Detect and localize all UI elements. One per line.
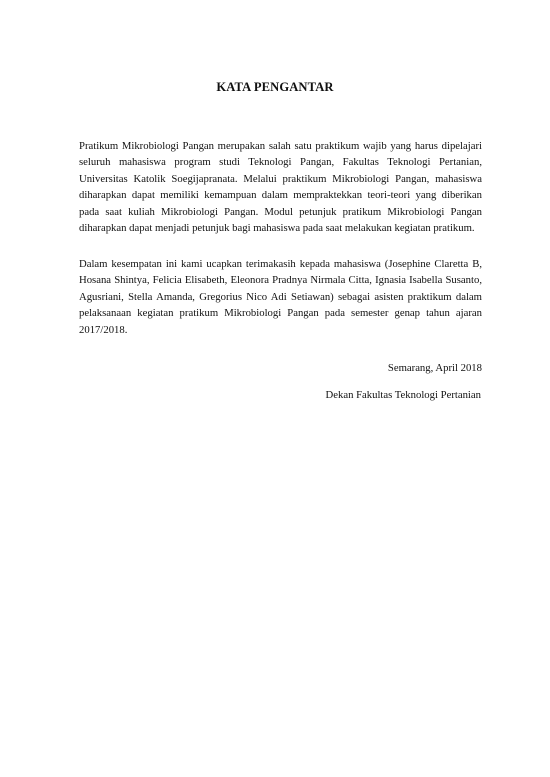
signature-place-date: Semarang, April 2018 [387, 362, 482, 374]
page-title: KATA PENGANTAR [216, 80, 334, 94]
paragraph-intro: Pratikum Mikrobiologi Pangan merupakan salah satu praktikum wajib yang harus dipelajari seluruh mahasiswa program studi Teknologi Pangan, Fakultas Teknologi Pertanian, Universitas Katolik Soegijapranata. Melalui praktikum Mikrobiologi Pangan, mahasiswa diharapkan dapat memiliki kemampuan dalam mempraktekkan teori-teori yang diberikan pada saat kuliah Mikrobiologi Pangan. Modul petunjuk pratikum Mikrobiologi Pangan diharapkan dapat menjadi petunjuk bagi mahasiswa pada saat melakukan kegiatan pratikum. [79, 140, 482, 235]
signature-role: Dekan Fakultas Teknologi Pertanian [325, 389, 481, 401]
paragraph-acknowledgement: Dalam kesempatan ini kami ucapkan terimakasih kepada mahasiswa (Josephine Claretta B, Hosana Shintya, Felicia Elisabeth, Eleonora Pradnya Nirmala Citta, Ignasia Isabella Susanto, Agusriani, Stella Amanda, Gregorius Nico Adi Setiawan) sebagai asisten praktikum dalam pelaksanaan kegiatan pratikum Mikrobiologi Pangan pada semester genap tahun ajaran 2017/2018. [79, 258, 482, 336]
